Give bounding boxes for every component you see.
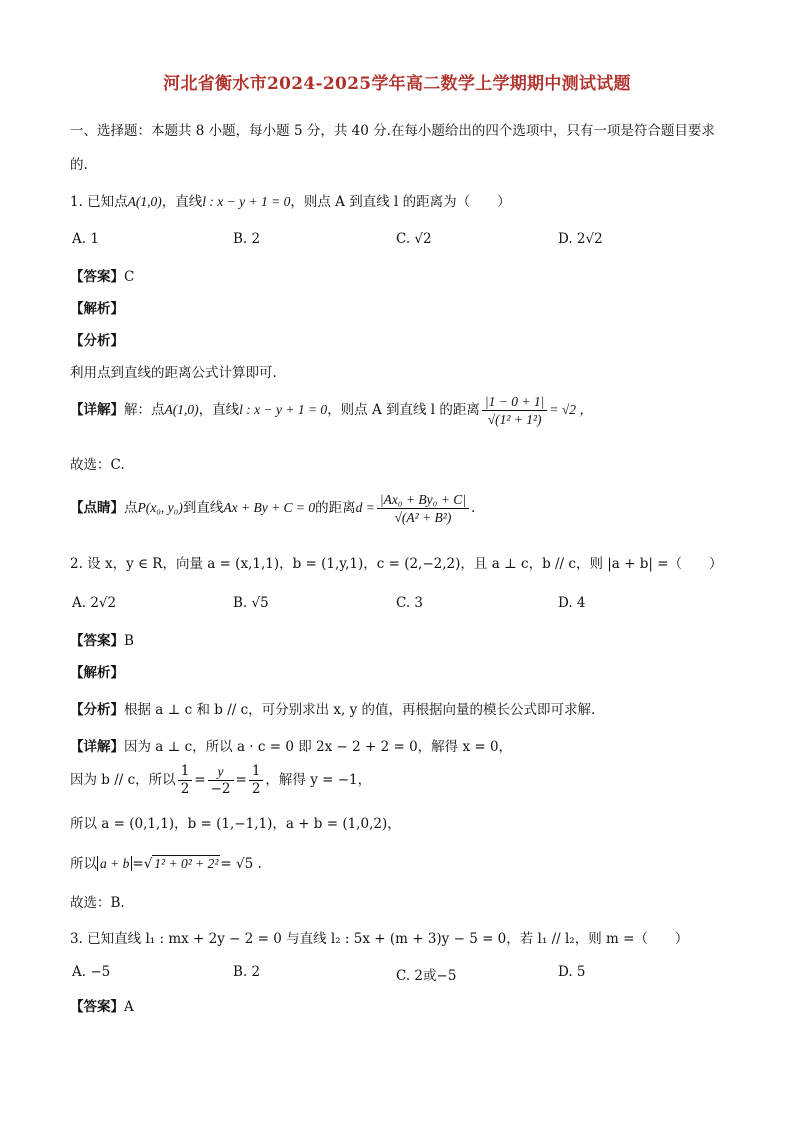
q1-frac-den: √(1² + 1²) <box>487 412 542 427</box>
q1-line-eq: l : x − y + 1 = 0 <box>202 194 291 209</box>
q2-frac-3 <box>249 763 264 798</box>
q3-option-b: B. 2 <box>233 964 261 980</box>
q1-tip-num: |Ax₀ + By₀ + C| <box>377 491 469 509</box>
tip-label: 【点睛】 <box>70 500 124 516</box>
q1-option-c: C. √2 <box>396 231 432 247</box>
q1-detail-prefix: 解：点 <box>124 402 165 418</box>
q2-detail-4-res: = √5 . <box>220 856 262 872</box>
q1-answer <box>70 265 134 285</box>
q1-tip-d: d = <box>355 500 375 515</box>
section-heading-cont: 的. <box>70 157 88 173</box>
section-heading: 一、选择题：本题共 8 小题，每小题 5 分，共 40 分.在每小题给出的四个选项中，只有一项是符合题目要求 <box>70 123 715 139</box>
q2-frac-2-num: y <box>208 763 234 781</box>
q2-detail-2 <box>70 763 371 798</box>
q1-tip-prefix: 点 <box>124 500 138 516</box>
q3-answer <box>70 995 134 1015</box>
q1-choose: 故选：C. <box>70 457 125 473</box>
q2-frac-2-den: −2 <box>210 781 231 797</box>
q2-answer-value: B <box>124 633 134 649</box>
q1-fenxi-text: 利用点到直线的距离公式计算即可. <box>70 365 277 381</box>
q1-answer-value: C <box>124 269 135 285</box>
q2-option-b: B. √5 <box>233 595 269 611</box>
q1-detail <box>70 393 593 428</box>
q3-stem: 3. 已知直线 l₁ : mx + 2y − 2 = 0 与直线 l₂ : 5x + (m + 3)y − 5 = 0，若 l₁ // l₂，则 m =（ ） <box>70 931 689 947</box>
q3-option-c: C. 2或−5 <box>396 968 457 984</box>
q1-detail-mid: ，直线 <box>198 402 240 418</box>
q2-eq-1: = <box>194 772 206 788</box>
q1-option-d: D. 2√2 <box>558 231 603 247</box>
q1-point: A(1,0) <box>127 194 162 209</box>
q2-detail-4-prefix: 所以 <box>70 856 97 872</box>
q1-stem-suffix: ，则点 A 到直线 l 的距离为（ ） <box>290 194 511 210</box>
q1-frac-num: |1 − 0 + 1| <box>482 393 547 411</box>
q1-detail-result: = √2 ， <box>549 402 593 417</box>
q1-detail-mid2: ，则点 A 到直线 l 的距离 <box>327 402 480 418</box>
q1-tip-mid: 到直线 <box>182 500 224 516</box>
q2-answer <box>70 629 134 649</box>
q1-detail-line: l : x − y + 1 = 0 <box>239 402 328 417</box>
q2-detail-4-eq: = <box>132 856 144 872</box>
q1-option-a: A. 1 <box>72 231 99 247</box>
q2-frac-3-den: 2 <box>251 781 261 797</box>
detail-label: 【详解】 <box>70 402 124 418</box>
page-title: 河北省衡水市2024-2025学年高二数学上学期期中测试试题 <box>163 74 631 94</box>
q2-frac-1-den: 2 <box>180 781 190 797</box>
q2-detail-4: 所以 a + b =√ 1² + 0² + 2² = √5 . <box>70 856 262 872</box>
q1-tip-point: P(x₀, y₀) <box>137 500 183 515</box>
answer-label: 【答案】 <box>70 269 124 285</box>
q1-tip-line: Ax + By + C = 0 <box>223 500 316 515</box>
q2-analysis-label: 【解析】 <box>70 665 124 681</box>
q2-fenxi-text: 根据 a ⊥ c 和 b // c，可分别求出 x, y 的值，再根据向量的模长公式即可求解. <box>124 702 596 718</box>
q2-fenxi <box>70 698 595 718</box>
q2-detail-1-text: 因为 a ⊥ c，所以 a · c = 0 即 2x − 2 + 2 = 0，解得 x = 0， <box>124 739 513 755</box>
q3-option-a: A. −5 <box>72 964 111 980</box>
q2-frac-2 <box>208 763 234 798</box>
q1-tip-fraction <box>377 491 469 526</box>
q3-answer-value: A <box>124 999 134 1015</box>
q2-choose: 故选：B. <box>70 895 125 911</box>
q2-eq-2: = <box>235 772 247 788</box>
answer-label: 【答案】 <box>70 999 124 1015</box>
q2-frac-3-num: 1 <box>249 763 264 781</box>
q1-stem-mid: ，直线 <box>161 194 203 210</box>
answer-label: 【答案】 <box>70 633 124 649</box>
q1-option-b: B. 2 <box>233 231 261 247</box>
q2-frac-1 <box>178 763 193 798</box>
q1-tip-den: √(A² + B²) <box>394 510 452 525</box>
q1-stem <box>70 190 511 210</box>
q1-tip-end: . <box>470 500 476 516</box>
q1-stem-prefix: 1. 已知点 <box>70 194 128 210</box>
q2-detail-3: 所以 a = (0,1,1)，b = (1,−1,1)，a + b = (1,0,2)， <box>70 816 401 832</box>
q2-detail-1 <box>70 735 512 755</box>
q2-detail-4-sqrt: 1² + 0² + 2² <box>154 856 219 871</box>
q1-detail-point: A(1,0) <box>164 402 199 417</box>
q1-fenxi-label: 【分析】 <box>70 333 124 349</box>
q1-analysis-label: 【解析】 <box>70 301 124 317</box>
q2-detail-2-prefix: 因为 b // c，所以 <box>70 772 176 788</box>
q2-stem: 2. 设 x，y ∈ R，向量 a = (x,1,1)，b = (1,y,1)，c = (2,−2,2)，且 a ⊥ c，b // c，则 |a + b| =（ ） <box>70 556 723 572</box>
q1-distance-fraction <box>482 393 547 428</box>
q3-option-d: D. 5 <box>558 964 586 980</box>
q2-option-d: D. 4 <box>558 595 586 611</box>
fenxi-label: 【分析】 <box>70 702 124 718</box>
q2-abs-vector: a + b <box>97 856 132 871</box>
q1-tip <box>70 491 475 526</box>
q2-option-a: A. 2√2 <box>72 595 117 611</box>
detail-label: 【详解】 <box>70 739 124 755</box>
q1-tip-mid2: 的距离 <box>315 500 356 516</box>
q2-detail-2-suffix: ，解得 y = −1， <box>265 772 372 788</box>
q2-option-c: C. 3 <box>396 595 424 611</box>
q2-frac-1-num: 1 <box>178 763 193 781</box>
